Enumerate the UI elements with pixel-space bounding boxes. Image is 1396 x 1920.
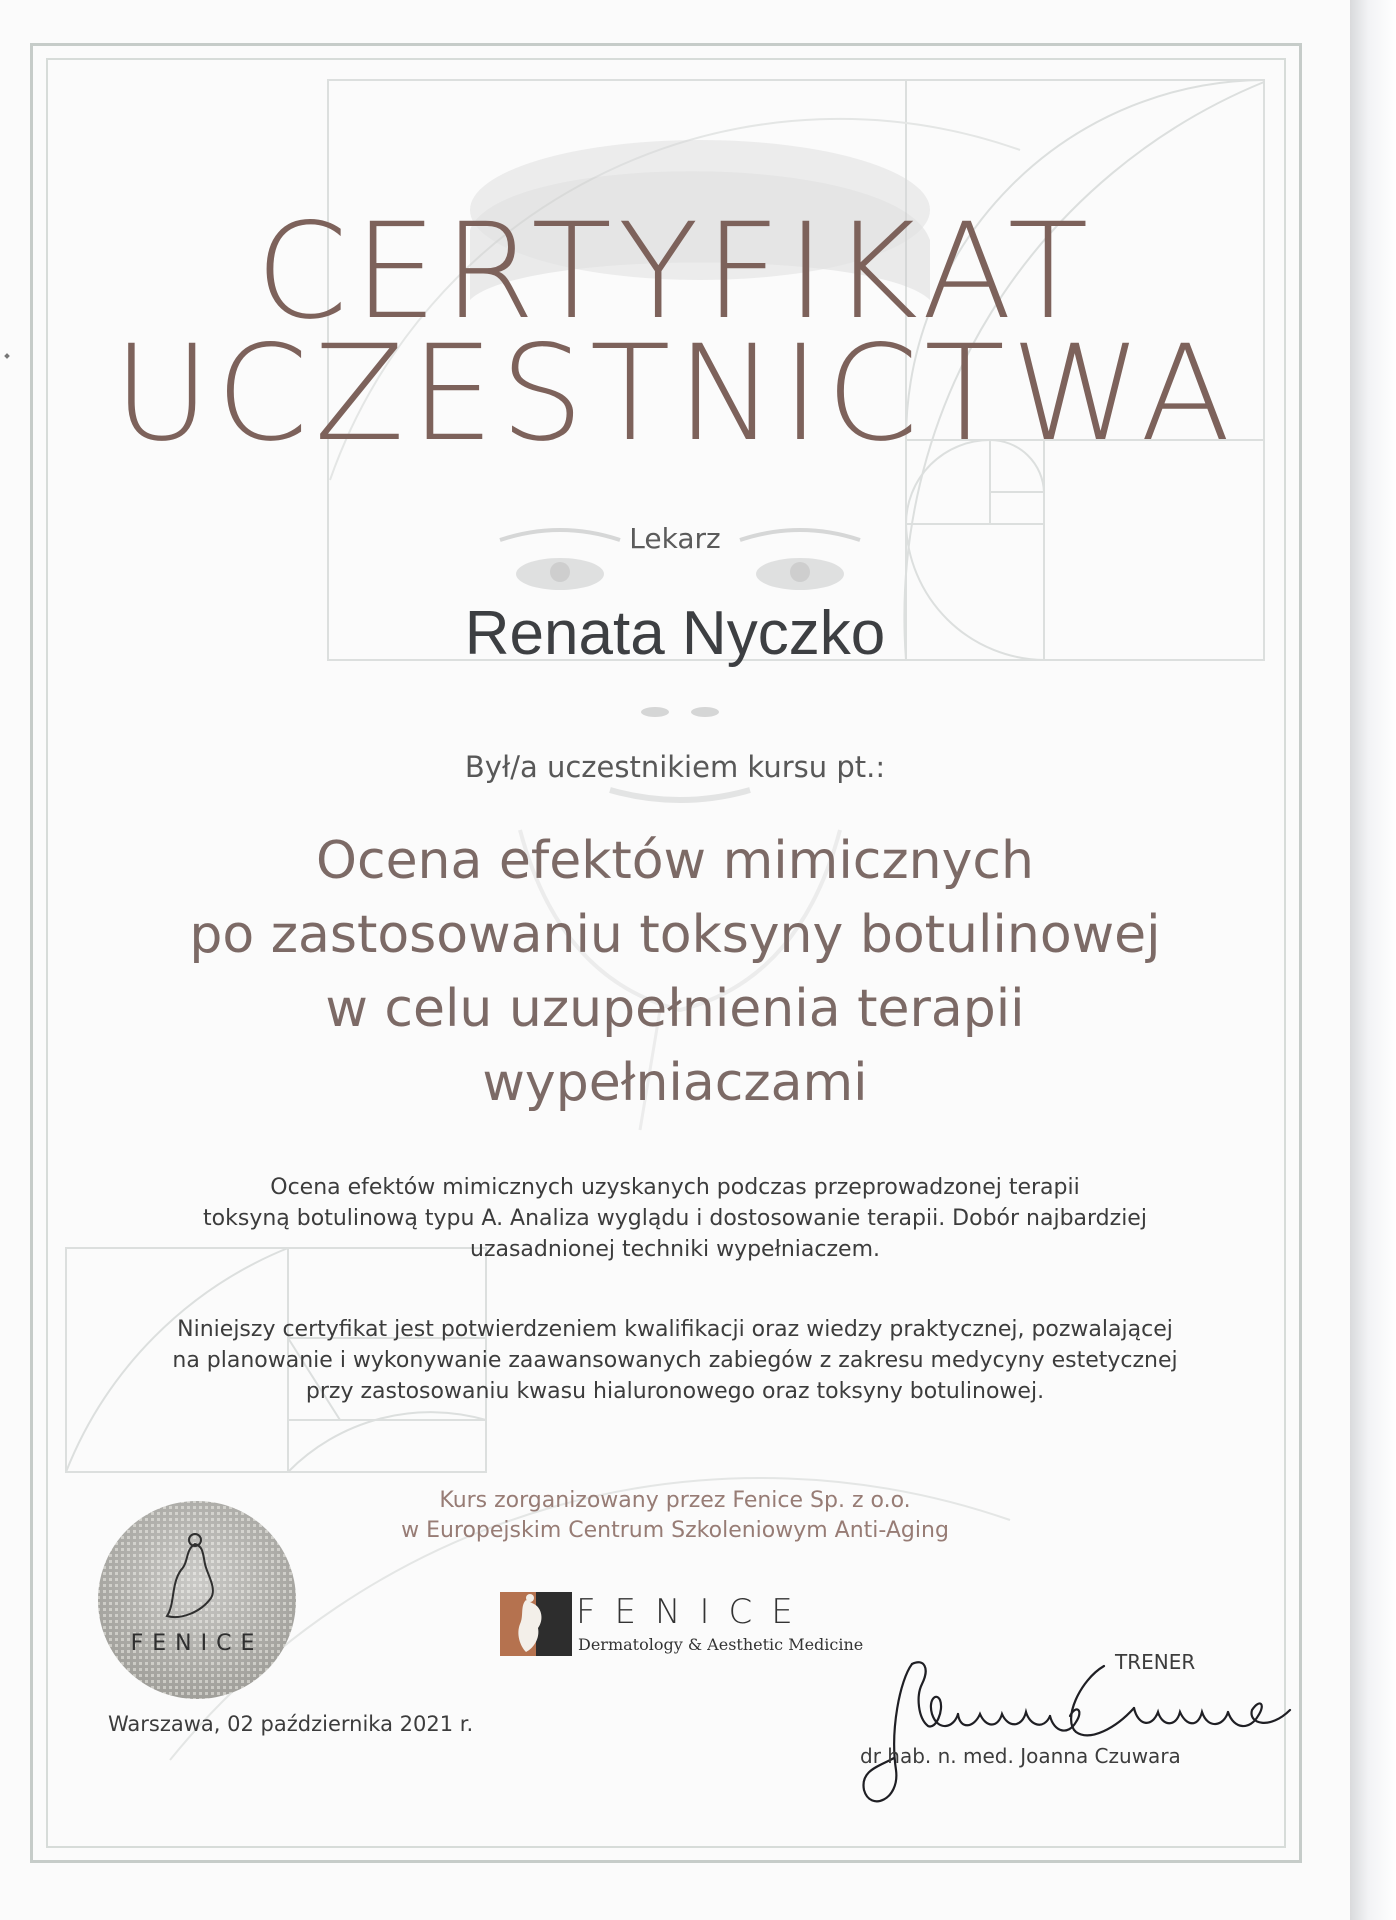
qualification-statement [0, 1314, 1350, 1407]
course-title-line: wypełniaczami [482, 1053, 868, 1113]
statement-line: Niniejszy certyfikat jest potwierdzeniem kwalifikacji oraz wiedzy praktycznej, pozwalającej [177, 1317, 1173, 1342]
description-line: uzasadnionej techniki wypełniaczem. [470, 1237, 880, 1262]
scan-edge [1350, 0, 1396, 1920]
fenice-logo-wordmark: FENICE [576, 1592, 812, 1632]
course-title [0, 824, 1350, 1120]
trainer-label: TRENER [1115, 1650, 1196, 1674]
certificate-title-line-1: CERTYFIKAT [255, 195, 1095, 349]
certificate-title-line-2: UCZESTNICTWA [113, 317, 1237, 471]
seal-text: FENICE [130, 1631, 264, 1656]
statement-line: na planowanie i wykonywanie zaawansowanych zabiegów z zakresu medycyny estetycznej [172, 1348, 1178, 1373]
fenice-hologram-seal [97, 1500, 297, 1700]
course-description [0, 1172, 1350, 1265]
fenice-logo-subtitle: Dermatology & Aesthetic Medicine [578, 1635, 864, 1654]
course-title-line: w celu uzupełnienia terapii [325, 979, 1025, 1039]
course-title-line: po zastosowaniu toksyny botulinowej [189, 905, 1161, 965]
course-title-line: Ocena efektów mimicznych [316, 831, 1034, 891]
place-and-date: Warszawa, 02 października 2021 r. [108, 1712, 474, 1736]
statement-line: przy zastosowaniu kwasu hialuronowego oraz toksyny botulinowej. [305, 1379, 1045, 1404]
participation-statement: Był/a uczestnikiem kursu pt.: [464, 750, 886, 784]
fenice-logo-icon [500, 1592, 572, 1656]
trainer-name: dr hab. n. med. Joanna Czuwara [860, 1744, 1181, 1768]
organizer-line: w Europejskim Centrum Szkoleniowym Anti-Aging [401, 1518, 949, 1543]
trainer-signature [840, 1640, 1300, 1820]
organizer-line: Kurs zorganizowany przez Fenice Sp. z o.o. [439, 1488, 911, 1513]
description-line: toksyną botulinową typu A. Analiza wyglądu i dostosowanie terapii. Dobór najbardziej [203, 1206, 1147, 1231]
participant-name: Renata Nyczko [464, 599, 886, 668]
participant-role: Lekarz [629, 522, 721, 555]
description-line: Ocena efektów mimicznych uzyskanych podczas przeprowadzonej terapii [270, 1175, 1080, 1200]
